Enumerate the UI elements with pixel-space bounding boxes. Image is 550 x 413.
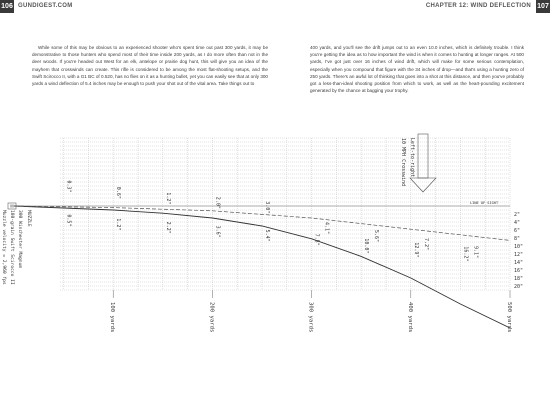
upper-value-label: 1.2" [164, 192, 171, 205]
range-label: 400 yards [406, 302, 413, 333]
lower-value-label: 0.5" [65, 214, 72, 227]
rifle-line-1: 300 Winchester Magnum [17, 210, 22, 269]
upper-value-label: 0.6" [115, 186, 122, 199]
lower-value-label: 1.2" [115, 218, 122, 231]
rifle-line-2: 180-grain Swift Scirocco II [9, 210, 14, 285]
upper-value-label: 0.3" [65, 180, 72, 193]
right-page-number: 107 [536, 0, 550, 13]
scale-label: 6" [514, 228, 521, 234]
drift-value-label: 7.2" [422, 238, 429, 251]
lower-value-label: 5.4" [264, 229, 270, 242]
muzzle-label: MUZZLE [26, 210, 31, 227]
rifle-line-3: Muzzle velocity = 2,960 fps [1, 210, 6, 285]
range-label: 200 yards [208, 302, 215, 333]
scale-label: 18" [514, 276, 524, 282]
inch-scale [514, 212, 523, 290]
lower-value-label: 10.0" [363, 238, 370, 254]
drift-line [14, 206, 510, 243]
left-page-number: 106 [0, 0, 14, 13]
lower-value-label: 7.5" [313, 233, 320, 246]
left-column-text: While some of this may be obvious to an experienced shooter who's spent time out past 300 yards, it may be demonstrative to those hunters who spend most of their time inside 200 yards, as I do more often than not in the deer woods. If you're headed out West for an elk, antelope or prairie dog hunt, this will give you an idea of the mayhem that crosswinds can create. This rifle is considered to be among the most flat-shooting setups, and the Swift Scirocco II, with a G1 BC of 0.520, has no flies on it as a hunting bullet, yet you can easily see that at only 300 yards a wind deflection of 5.4 inches may be enough to push your shot out of the vital area. Take things out to [32, 45, 268, 87]
drift-value-label: 9.1" [472, 246, 479, 259]
scale-label: 14" [514, 260, 524, 266]
scale-label: 12" [514, 252, 524, 258]
scale-label: 16" [514, 268, 524, 274]
wind-speed-label: 10 MPH Crosswind [400, 138, 406, 187]
range-ticks [113, 290, 510, 298]
grid [60, 138, 510, 290]
line-of-sight-label: LINE OF SIGHT [470, 201, 499, 205]
scale-label: 2" [514, 212, 521, 218]
trajectory-value-labels [66, 180, 479, 261]
lower-value-label: 16.2" [462, 246, 469, 262]
wind-deflection-diagram [0, 130, 550, 413]
page-header [0, 0, 550, 14]
lower-value-label: 12.9" [412, 242, 419, 258]
wind-direction-label: Left-to-right [409, 138, 415, 178]
chapter-title: CHAPTER 12: WIND DEFLECTION [425, 3, 531, 9]
lower-value-label: 2.2" [164, 221, 171, 234]
scale-label: 8" [514, 236, 521, 242]
drift-value-label: 4.1" [323, 222, 330, 235]
range-label: 500 yards [506, 302, 512, 333]
right-column-text: 400 yards, and you'll see the drift jumps out to an even 10.0 inches, which is definitely trouble. I think you're getting the idea as to how important the wind is when it comes to hunting at longer ranges. At 500 yards, I've got just over 16 inches of wind drift, which will make for some serious contemplation, especially when you compound that figure with the 34 inches of drop—and that's using a hunting zero of 250 yards. There's an awful lot of thinking that goes into a shot at this distance, and then you've probably got a less-than-ideal shooting position from which to work, as well as the heart-pounding excitement generated by the chance at bagging your trophy. [310, 45, 524, 94]
scale-label: 10" [514, 244, 524, 250]
range-label: 100 yards [109, 302, 116, 333]
range-labels [109, 302, 512, 332]
scale-label: 20" [514, 284, 524, 290]
scale-label: 4" [514, 220, 521, 226]
upper-value-label: 2.0" [214, 196, 221, 209]
range-label: 300 yards [307, 302, 314, 333]
drift-value-label: 5.6" [373, 230, 380, 243]
upper-value-label: 3.0" [264, 201, 270, 214]
site-name: GUNDIGEST.COM [18, 3, 73, 9]
lower-value-label: 3.6" [214, 225, 221, 238]
